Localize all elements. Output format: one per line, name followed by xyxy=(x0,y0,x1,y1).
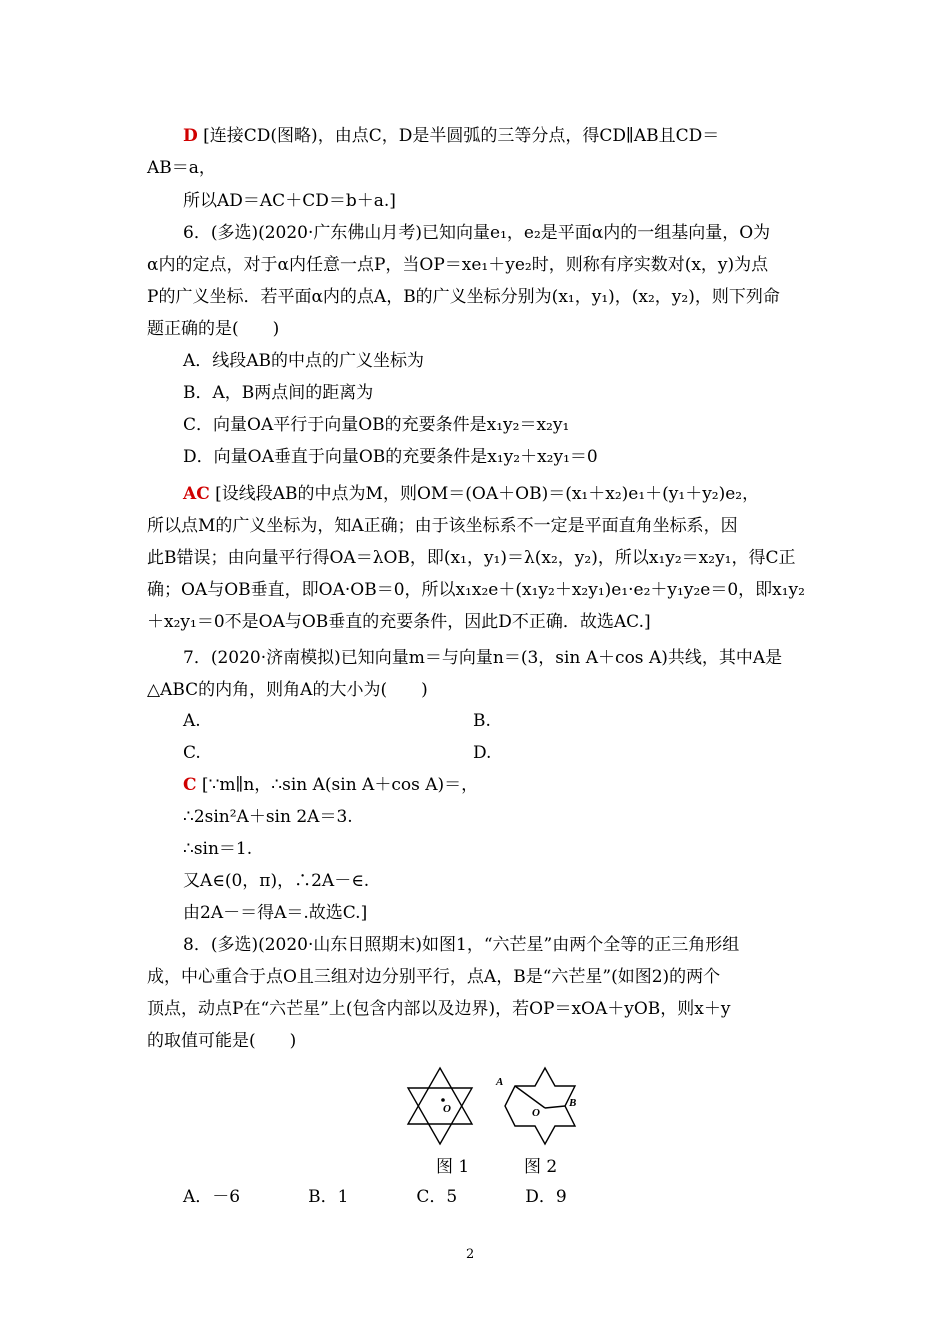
text-line: 8．(多选)(2020·山东日照期末)如图1，“六芒星”由两个全等的正三角形组 xyxy=(183,935,740,955)
text-line: AB＝a， xyxy=(147,158,216,178)
text-line xyxy=(183,483,759,505)
figure-2-label-o: O xyxy=(532,1107,540,1119)
text-line: ＋x₂y₁＝0不是OA与OB垂直的充要条件，因此D不正确．故选AC.] xyxy=(147,612,651,632)
answer-label: AC xyxy=(183,484,210,504)
text-line: A. xyxy=(183,711,201,731)
text-line: B．A，B两点间的距离为 xyxy=(183,383,374,403)
figure-1-label-o: O xyxy=(443,1103,451,1115)
text-line: α内的定点，对于α内任意一点P，当OP＝xe₁＋ye₂时，则称有序实数对(x，y)为点 xyxy=(147,255,769,275)
text-line-content: [∵m∥n，∴sin A(sin A＋cos A)＝， xyxy=(196,775,479,795)
figure-1-hexagram xyxy=(408,1068,472,1144)
page-number: 2 xyxy=(466,1247,475,1262)
text-line: B. xyxy=(473,711,491,731)
text-line: C. xyxy=(183,743,201,763)
text-line: 所以AD＝AC＋CD＝b＋a.] xyxy=(183,191,396,211)
answer-label: D xyxy=(183,126,198,146)
figure-2-caption: 图 2 xyxy=(524,1157,558,1177)
text-line-content: [设线段AB的中点为M，则OM＝(OA＋OB)＝(x₁＋x₂)e₁＋(y₁＋y₂)e₂， xyxy=(209,484,760,504)
text-line: △ABC的内角，则角A的大小为( ) xyxy=(147,680,428,700)
text-line: 此B错误；由向量平行得OA＝λOB，即(x₁，y₁)＝λ(x₂，y₂)，所以x₁y₂＝x₂y₁，得C正 xyxy=(147,548,796,568)
text-line: ∴2sin²A＋sin 2A＝3. xyxy=(183,807,353,827)
text-line: P的广义坐标．若平面α内的点A，B的广义坐标分别为(x₁，y₁)，(x₂，y₂)，则下列命 xyxy=(147,287,780,307)
figure-2-label-b: B xyxy=(569,1097,577,1109)
text-line: 的取值可能是( ) xyxy=(147,1031,297,1051)
text-line: 6．(多选)(2020·广东佛山月考)已知向量e₁，e₂是平面α内的一组基向量，O为 xyxy=(183,223,771,243)
text-line: 题正确的是( ) xyxy=(147,319,280,339)
text-line xyxy=(183,774,478,796)
hexagram-figure xyxy=(405,1066,605,1148)
figure-2-label-a: A xyxy=(496,1076,504,1088)
text-line: 成，中心重合于点O且三组对边分别平行，点A，B是“六芒星”(如图2)的两个 xyxy=(147,967,721,987)
text-line: D. xyxy=(473,743,492,763)
figure-1-caption: 图 1 xyxy=(436,1157,470,1177)
text-line-content: [连接CD(图略)，由点C，D是半圆弧的三等分点，得CD∥AB且CD＝ xyxy=(203,126,720,146)
text-line: 由2A－＝得A＝.故选C.] xyxy=(183,903,368,923)
text-line: 顶点，动点P在“六芒星”上(包含内部以及边界)，若OP＝xOA＋yOB，则x＋y xyxy=(147,999,731,1019)
text-line: 确；OA与OB垂直，即OA·OB＝0，所以x₁x₂e＋(x₁y₂＋x₂y₁)e₁·e₂＋y₁y₂e＝0，即x₁y₂ xyxy=(147,580,805,600)
text-line xyxy=(183,125,719,147)
text-line: 所以点M的广义坐标为，知A正确；由于该坐标系不一定是平面直角坐标系，因 xyxy=(147,516,738,536)
text-line: 又A∈(0，π)，∴2A－∈. xyxy=(183,871,370,891)
answer-label: C xyxy=(183,775,197,795)
text-line: 7．(2020·济南模拟)已知向量m＝与向量n＝(3，sin A＋cos A)共线，其中A是 xyxy=(183,648,783,668)
text-line: ∴sin＝1. xyxy=(183,839,253,859)
figure-2-hexagram xyxy=(495,1068,576,1144)
text-line: C．向量OA平行于向量OB的充要条件是x₁y₂＝x₂y₁ xyxy=(183,415,570,435)
text-line: D．向量OA垂直于向量OB的充要条件是x₁y₂＋x₂y₁＝0 xyxy=(183,447,598,467)
text-line: A．线段AB的中点的广义坐标为 xyxy=(183,351,425,371)
text-line: A．－6 B．1 C．5 D．9 xyxy=(183,1187,567,1207)
